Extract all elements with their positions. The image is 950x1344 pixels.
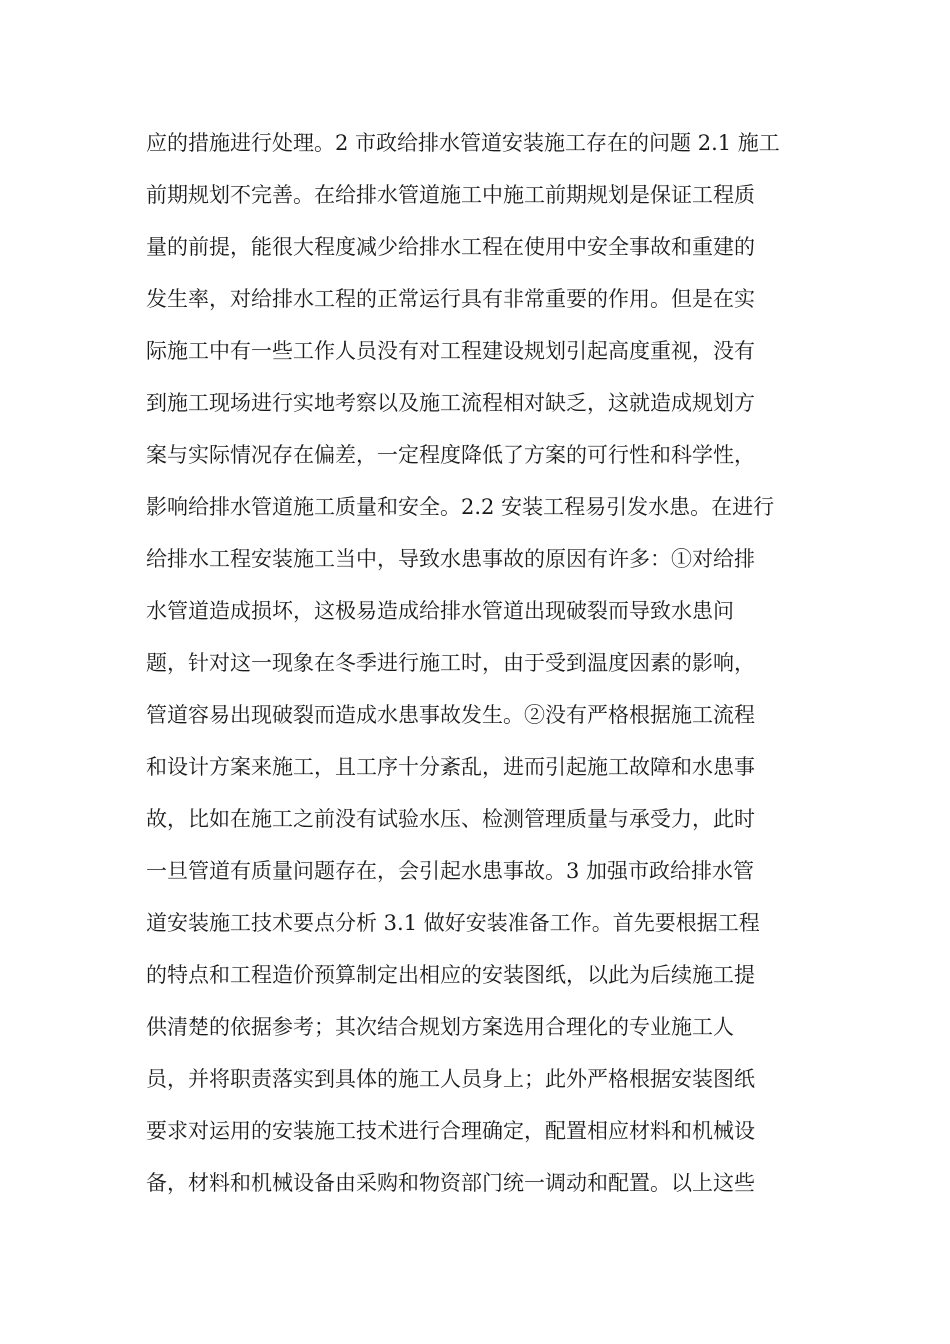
text-line: 要求对运用的安装施工技术进行合理确定，配置相应材料和机械设 xyxy=(146,1119,755,1143)
text-line: 到施工现场进行实地考察以及施工流程相对缺乏，这就造成规划方 xyxy=(146,391,755,415)
text-line: 供清楚的依据参考；其次结合规划方案选用合理化的专业施工人 xyxy=(146,1015,734,1039)
text-line: 管道容易出现破裂而造成水患事故发生。②没有严格根据施工流程 xyxy=(146,703,755,727)
text-line: 道安装施工技术要点分析 3.1 做好安装准备工作。首先要根据工程 xyxy=(146,911,760,935)
text-line: 发生率，对给排水工程的正常运行具有非常重要的作用。但是在实 xyxy=(146,287,755,311)
text-line: 前期规划不完善。在给排水管道施工中施工前期规划是保证工程质 xyxy=(146,183,755,207)
text-line: 际施工中有一些工作人员没有对工程建设规划引起高度重视，没有 xyxy=(146,339,755,363)
text-line: 案与实际情况存在偏差，一定程度降低了方案的可行性和科学性， xyxy=(146,443,755,467)
text-line: 故，比如在施工之前没有试验水压、检测管理质量与承受力，此时 xyxy=(146,807,755,831)
text-line: 量的前提，能很大程度减少给排水工程在使用中安全事故和重建的 xyxy=(146,235,755,259)
text-line: 影响给排水管道施工质量和安全。2.2 安装工程易引发水患。在进行 xyxy=(146,495,775,519)
text-line: 一旦管道有质量问题存在，会引起水患事故。3 加强市政给排水管 xyxy=(146,859,755,883)
text-line: 备，材料和机械设备由采购和物资部门统一调动和配置。以上这些 xyxy=(146,1171,755,1195)
text-line: 的特点和工程造价预算制定出相应的安装图纸，以此为后续施工提 xyxy=(146,963,755,987)
text-line: 和设计方案来施工，且工序十分紊乱，进而引起施工故障和水患事 xyxy=(146,755,755,779)
text-line: 水管道造成损坏，这极易造成给排水管道出现破裂而导致水患问 xyxy=(146,599,734,623)
text-line: 应的措施进行处理。2 市政给排水管道安装施工存在的问题 2.1 施工 xyxy=(146,131,780,155)
body-paragraph xyxy=(146,117,826,1209)
text-line: 员，并将职责落实到具体的施工人员身上；此外严格根据安装图纸 xyxy=(146,1067,755,1091)
text-line: 给排水工程安装施工当中，导致水患事故的原因有许多：①对给排 xyxy=(146,547,755,571)
text-line: 题，针对这一现象在冬季进行施工时，由于受到温度因素的影响， xyxy=(146,651,755,675)
